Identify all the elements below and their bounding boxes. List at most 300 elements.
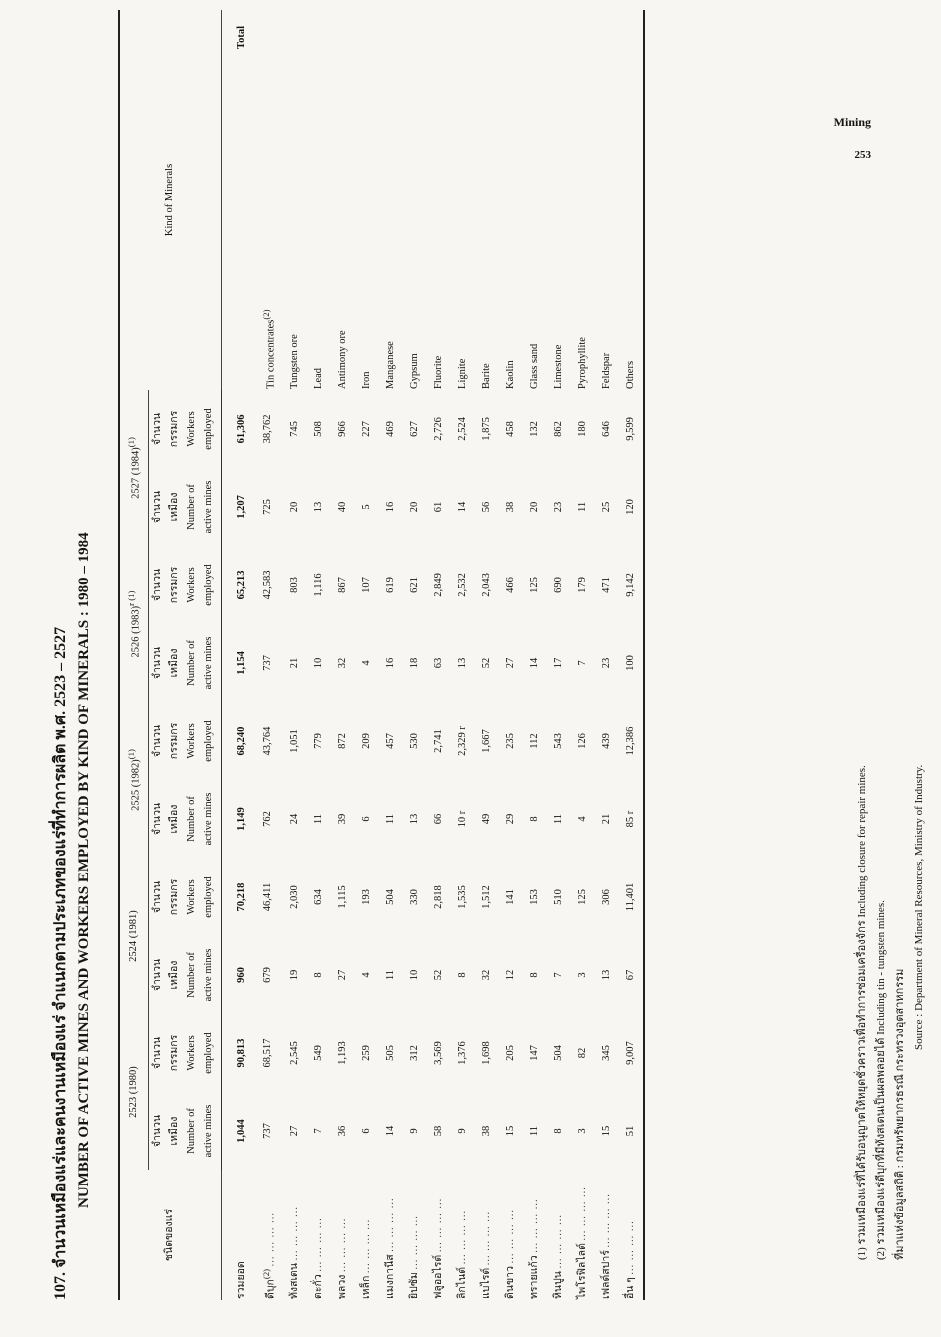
workers-value: 469 bbox=[385, 421, 396, 437]
mines-column-header: เหมือง bbox=[168, 1116, 180, 1146]
mines-column-header: active mines bbox=[200, 624, 222, 702]
workers-value: 867 bbox=[337, 577, 348, 593]
active-mines-value: 4 bbox=[577, 816, 588, 822]
mineral-name-english bbox=[427, 10, 451, 390]
workers-value: 82 bbox=[577, 1047, 588, 1059]
table-row bbox=[427, 10, 451, 1300]
table-row bbox=[355, 10, 379, 1300]
workers-value: 1,051 bbox=[289, 729, 300, 753]
active-mines-value: 40 bbox=[337, 501, 348, 513]
workers-value: 147 bbox=[529, 1045, 540, 1061]
active-mines-value: 13 bbox=[457, 657, 468, 669]
workers-value: 2,030 bbox=[289, 885, 300, 909]
mineral-name-english bbox=[379, 10, 403, 390]
mineral-name-english bbox=[595, 10, 619, 390]
leader-dots: ... ... ... ... bbox=[625, 1220, 636, 1275]
workers-value: 209 bbox=[361, 733, 372, 749]
workers-value: 466 bbox=[505, 577, 516, 593]
mineral-name-thai bbox=[221, 1170, 254, 1300]
leader-dots: ... ... ... ... bbox=[553, 1214, 564, 1269]
workers-column-header: employed bbox=[200, 1014, 222, 1092]
workers-value: 1,535 bbox=[457, 885, 468, 909]
active-mines-value: 18 bbox=[409, 657, 420, 669]
active-mines-value: 4 bbox=[361, 660, 372, 666]
table-row bbox=[379, 10, 403, 1300]
active-mines-value: 16 bbox=[385, 657, 396, 669]
workers-value: 549 bbox=[313, 1045, 324, 1061]
mineral-name-english-text: Manganese bbox=[385, 341, 396, 389]
workers-column-header: จำนวน bbox=[151, 724, 163, 758]
workers-value: 505 bbox=[385, 1045, 396, 1061]
workers-value: 1,376 bbox=[457, 1041, 468, 1065]
workers-value: 126 bbox=[577, 733, 588, 749]
active-mines-value: 737 bbox=[262, 1123, 274, 1139]
workers-value: 779 bbox=[313, 733, 324, 749]
mines-column-header: Number of bbox=[185, 952, 197, 998]
workers-value: 11,401 bbox=[619, 858, 644, 936]
mineral-name-thai bbox=[379, 1170, 403, 1300]
leader-dots: ... ... ... ... bbox=[337, 1217, 348, 1272]
active-mines-value: 14 bbox=[385, 1125, 396, 1137]
workers-value: 65,213 bbox=[235, 570, 247, 600]
active-mines-value: 11 bbox=[385, 969, 396, 981]
workers-value: 2,726 bbox=[433, 417, 444, 441]
workers-column-header: กรรมกร bbox=[168, 722, 180, 760]
active-mines-value: 6 bbox=[361, 1128, 372, 1134]
active-mines-value: 960 bbox=[235, 967, 247, 983]
active-mines-value: 24 bbox=[289, 813, 300, 825]
mineral-name-english-text: Pyrophyllite bbox=[577, 337, 588, 389]
workers-value: 634 bbox=[313, 889, 324, 905]
active-mines-value: 13 bbox=[409, 813, 420, 825]
active-mines-value: 38 bbox=[481, 1125, 492, 1137]
workers-value: 90,813 bbox=[235, 1038, 247, 1068]
page-number: 253 bbox=[854, 149, 871, 161]
mineral-name-thai-text: ดินขาว bbox=[505, 1266, 516, 1299]
mines-column-header: active mines bbox=[200, 468, 222, 546]
year-header bbox=[119, 390, 148, 546]
mineral-name-thai-text: ยิปซัม bbox=[409, 1272, 420, 1299]
workers-value: 2,532 bbox=[457, 573, 468, 597]
mineral-name-english bbox=[547, 10, 571, 390]
active-mines-value: 21 bbox=[289, 657, 300, 669]
mineral-name-english bbox=[307, 10, 331, 390]
mineral-name-thai bbox=[355, 1170, 379, 1300]
workers-value: 803 bbox=[289, 577, 300, 593]
year-label: 2526 (1983) bbox=[130, 605, 142, 658]
workers-column-header: กรรมกร bbox=[168, 566, 180, 604]
workers-value: 42,583 bbox=[262, 570, 274, 600]
workers-value: 235 bbox=[505, 733, 516, 749]
mineral-name-thai bbox=[307, 1170, 331, 1300]
active-mines-value: 12 bbox=[505, 969, 516, 981]
table-row bbox=[403, 10, 427, 1300]
active-mines-value: 15 bbox=[505, 1125, 516, 1137]
workers-value: 125 bbox=[529, 577, 540, 593]
active-mines-value: 13 bbox=[601, 969, 612, 981]
footnotes bbox=[853, 765, 929, 1260]
mineral-name-english-text: Lead bbox=[313, 367, 324, 389]
active-mines-value: 100 bbox=[619, 624, 644, 702]
mineral-name-english bbox=[451, 10, 475, 390]
leader-dots: ... ... ... ... bbox=[313, 1217, 324, 1272]
active-mines-value: 16 bbox=[385, 501, 396, 513]
mineral-name-thai-text: ฟลูออไรต์ bbox=[433, 1254, 444, 1299]
mines-workers-table bbox=[118, 10, 645, 1300]
workers-value: 43,764 bbox=[262, 726, 274, 756]
mineral-name-english-text: Lignite bbox=[457, 358, 468, 389]
active-mines-value: 1,044 bbox=[235, 1119, 247, 1143]
active-mines-value: 9 bbox=[409, 1128, 420, 1134]
active-mines-value: 63 bbox=[433, 657, 444, 669]
active-mines-value: 11 bbox=[577, 501, 588, 513]
workers-value: 306 bbox=[601, 889, 612, 905]
workers-value: 2,741 bbox=[433, 729, 444, 753]
workers-value: 70,218 bbox=[235, 882, 247, 912]
active-mines-value: 14 bbox=[529, 657, 540, 669]
leader-dots: ... ... ... ... bbox=[385, 1197, 396, 1252]
section-name: Mining bbox=[833, 115, 871, 129]
mineral-name-english-text: Glass sand bbox=[529, 343, 540, 389]
mineral-name-thai-text: ไพโรฟิลไลต์ bbox=[577, 1243, 588, 1299]
workers-column-header: จำนวน bbox=[151, 1036, 163, 1070]
workers-value: 745 bbox=[289, 421, 300, 437]
leader-dots: ... ... ... ... bbox=[481, 1210, 492, 1266]
workers-value: 2,849 bbox=[433, 573, 444, 597]
mineral-name-english-text: Gypsum bbox=[409, 353, 420, 389]
mineral-name-thai-text: อื่น ๆ bbox=[625, 1277, 636, 1299]
mineral-name-english-text: Tin concentrates bbox=[265, 319, 276, 389]
active-mines-value: 679 bbox=[262, 967, 274, 983]
mineral-name-thai bbox=[571, 1170, 595, 1300]
kind-header-english: Kind of Minerals bbox=[119, 10, 221, 390]
leader-dots: ... ... ... ... bbox=[361, 1218, 372, 1274]
year-footnote-mark: (1) bbox=[126, 749, 136, 760]
workers-value: 345 bbox=[601, 1045, 612, 1061]
active-mines-value: 61 bbox=[433, 501, 444, 513]
workers-value: 439 bbox=[601, 733, 612, 749]
active-mines-value: 20 bbox=[529, 501, 540, 513]
leader-dots: ... ... ... ... bbox=[505, 1209, 516, 1264]
leader-dots: ... ... ... ... bbox=[289, 1205, 300, 1261]
mineral-name-thai-text: แมงกานีส bbox=[385, 1254, 396, 1299]
mineral-name-english bbox=[499, 10, 523, 390]
year-header bbox=[119, 1014, 148, 1170]
workers-column-header: กรรมกร bbox=[168, 878, 180, 916]
active-mines-value: 10 bbox=[409, 969, 420, 981]
mines-column-header: จำนวน bbox=[151, 1114, 163, 1148]
active-mines-value: 1,149 bbox=[235, 807, 247, 831]
active-mines-value: 3 bbox=[577, 972, 588, 978]
leader-dots: ... ... ... ... bbox=[409, 1215, 420, 1270]
footnote-2: (2) รวมเหมืองแร่ดีบุกที่มีทังสเตนเป็นผลพลอยได้ Including tin - tungsten mines. bbox=[875, 900, 887, 1260]
mineral-name-thai bbox=[254, 1170, 284, 1300]
active-mines-value: 38 bbox=[505, 501, 516, 513]
rotated-page-content bbox=[48, 10, 925, 1300]
year-footnote-mark: r (1) bbox=[126, 590, 136, 606]
workers-value: 627 bbox=[409, 421, 420, 437]
total-row bbox=[221, 10, 254, 1300]
mines-column-header: Number of bbox=[185, 1108, 197, 1154]
active-mines-value: 14 bbox=[457, 501, 468, 513]
mineral-name-english bbox=[403, 10, 427, 390]
workers-column-header: กรรมกร bbox=[168, 1034, 180, 1072]
workers-value: 179 bbox=[577, 577, 588, 593]
mineral-name-english bbox=[355, 10, 379, 390]
active-mines-value: 58 bbox=[433, 1125, 444, 1137]
workers-value: 2,329 r bbox=[457, 726, 468, 756]
workers-column-header: employed bbox=[200, 390, 222, 468]
workers-value: 68,240 bbox=[235, 726, 247, 756]
active-mines-value: 39 bbox=[337, 813, 348, 825]
active-mines-value: 19 bbox=[289, 969, 300, 981]
table-row bbox=[307, 10, 331, 1300]
workers-column-header: Workers bbox=[185, 879, 197, 915]
mineral-name-english-text: Others bbox=[625, 360, 636, 389]
mines-column-header: Number of bbox=[185, 796, 197, 842]
mines-column-header: active mines bbox=[200, 1092, 222, 1170]
workers-value: 1,193 bbox=[337, 1041, 348, 1065]
workers-value: 457 bbox=[385, 733, 396, 749]
active-mines-value: 66 bbox=[433, 813, 444, 825]
table-row bbox=[475, 10, 499, 1300]
mineral-name-english-text: Iron bbox=[361, 371, 372, 389]
workers-value: 9,599 bbox=[619, 390, 644, 468]
active-mines-value: 17 bbox=[553, 657, 564, 669]
active-mines-value: 51 bbox=[619, 1092, 644, 1170]
workers-column-header: จำนวน bbox=[151, 412, 163, 446]
mineral-name-english bbox=[221, 10, 254, 390]
table-row bbox=[499, 10, 523, 1300]
leader-dots: ... ... ... ... bbox=[577, 1186, 588, 1241]
active-mines-value: 27 bbox=[337, 969, 348, 981]
workers-value: 125 bbox=[577, 889, 588, 905]
active-mines-value: 1,207 bbox=[235, 495, 247, 519]
mines-column-header: active mines bbox=[200, 780, 222, 858]
active-mines-value: 20 bbox=[289, 501, 300, 513]
workers-value: 1,875 bbox=[481, 417, 492, 441]
workers-value: 510 bbox=[553, 889, 564, 905]
active-mines-value: 10 r bbox=[457, 810, 468, 828]
active-mines-value: 120 bbox=[619, 468, 644, 546]
mineral-name-english bbox=[283, 10, 307, 390]
year-header bbox=[119, 858, 148, 1014]
mineral-name-thai-text: แบไรต์ bbox=[481, 1267, 492, 1299]
active-mines-value: 6 bbox=[361, 816, 372, 822]
table-row bbox=[254, 10, 284, 1300]
mineral-name-thai bbox=[451, 1170, 475, 1300]
workers-column-header: employed bbox=[200, 702, 222, 780]
workers-value: 107 bbox=[361, 577, 372, 593]
workers-value: 312 bbox=[409, 1045, 420, 1061]
mineral-name-english bbox=[331, 10, 355, 390]
workers-column-header: Workers bbox=[185, 411, 197, 447]
mineral-name-english-text: Barite bbox=[481, 363, 492, 389]
mineral-name-english-text: Limestone bbox=[553, 344, 564, 389]
mineral-name-english bbox=[619, 10, 644, 390]
mines-column-header: จำนวน bbox=[151, 646, 163, 680]
mineral-name-thai-text: พลวง bbox=[337, 1274, 348, 1299]
active-mines-value: 11 bbox=[553, 813, 564, 825]
workers-value: 9,007 bbox=[619, 1014, 644, 1092]
active-mines-value: 85 r bbox=[619, 780, 644, 858]
active-mines-value: 21 bbox=[601, 813, 612, 825]
mines-column-header: เหมือง bbox=[168, 492, 180, 522]
active-mines-value: 8 bbox=[313, 972, 324, 978]
active-mines-value: 15 bbox=[601, 1125, 612, 1137]
workers-value: 619 bbox=[385, 577, 396, 593]
footnote-mark: (2) bbox=[260, 309, 271, 320]
workers-value: 1,698 bbox=[481, 1041, 492, 1065]
active-mines-value: 56 bbox=[481, 501, 492, 513]
mineral-name-english-text: Tungsten ore bbox=[289, 334, 300, 389]
workers-value: 1,667 bbox=[481, 729, 492, 753]
year-label: 2527 (1984) bbox=[130, 447, 142, 499]
active-mines-value: 8 bbox=[553, 1128, 564, 1134]
active-mines-value: 4 bbox=[361, 972, 372, 978]
mines-column-header: เหมือง bbox=[168, 804, 180, 834]
active-mines-value: 1,154 bbox=[235, 651, 247, 675]
active-mines-value: 23 bbox=[553, 501, 564, 513]
workers-value: 330 bbox=[409, 889, 420, 905]
active-mines-value: 49 bbox=[481, 813, 492, 825]
active-mines-value: 725 bbox=[262, 499, 274, 515]
workers-column-header: จำนวน bbox=[151, 568, 163, 602]
workers-value: 112 bbox=[529, 733, 540, 749]
workers-column-header: Workers bbox=[185, 567, 197, 603]
workers-value: 205 bbox=[505, 1045, 516, 1061]
active-mines-value: 23 bbox=[601, 657, 612, 669]
workers-value: 193 bbox=[361, 889, 372, 905]
mineral-name-thai bbox=[523, 1170, 547, 1300]
active-mines-value: 11 bbox=[529, 1125, 540, 1137]
mineral-name-thai bbox=[427, 1170, 451, 1300]
year-label: 2523 (1980) bbox=[127, 1066, 139, 1118]
mineral-name-english bbox=[475, 10, 499, 390]
workers-value: 1,115 bbox=[337, 885, 348, 909]
mines-column-header: จำนวน bbox=[151, 802, 163, 836]
table-row bbox=[547, 10, 571, 1300]
mines-column-header: จำนวน bbox=[151, 958, 163, 992]
active-mines-value: 29 bbox=[505, 813, 516, 825]
active-mines-value: 52 bbox=[433, 969, 444, 981]
workers-column-header: Workers bbox=[185, 723, 197, 759]
active-mines-value: 52 bbox=[481, 657, 492, 669]
workers-value: 227 bbox=[361, 421, 372, 437]
workers-value: 68,517 bbox=[262, 1038, 274, 1068]
mineral-name-thai-text: เหล็ก bbox=[361, 1275, 372, 1299]
table-title-english: NUMBER OF ACTIVE MINES AND WORKERS EMPLOYED BY KIND OF MINERALS : 1980 – 1984 bbox=[76, 532, 92, 1208]
active-mines-value: 27 bbox=[289, 1125, 300, 1137]
workers-value: 38,762 bbox=[262, 414, 274, 444]
workers-value: 504 bbox=[553, 1045, 564, 1061]
workers-value: 508 bbox=[313, 421, 324, 437]
leader-dots: ... ... ... ... bbox=[433, 1197, 444, 1253]
mineral-name-english-text: Fluorite bbox=[433, 355, 444, 389]
year-header bbox=[119, 702, 148, 858]
active-mines-value: 67 bbox=[619, 936, 644, 1014]
leader-dots: ... ... ... ... bbox=[265, 1211, 276, 1267]
leader-dots: ... ... ... ... bbox=[457, 1209, 468, 1265]
year-footnote-mark: (1) bbox=[126, 437, 136, 448]
mines-column-header: active mines bbox=[200, 936, 222, 1014]
mineral-name-thai bbox=[331, 1170, 355, 1300]
workers-value: 458 bbox=[505, 421, 516, 437]
workers-value: 2,043 bbox=[481, 573, 492, 597]
workers-value: 153 bbox=[529, 889, 540, 905]
workers-column-header: จำนวน bbox=[151, 880, 163, 914]
active-mines-value: 9 bbox=[457, 1128, 468, 1134]
workers-value: 621 bbox=[409, 577, 420, 593]
footnote-mark: (2) bbox=[260, 1268, 271, 1280]
active-mines-value: 27 bbox=[505, 657, 516, 669]
mineral-name-thai-text: ลิกไนต์ bbox=[457, 1266, 468, 1299]
mineral-name-thai-text: เฟลด์สปาร์ bbox=[601, 1250, 612, 1299]
active-mines-value: 7 bbox=[553, 972, 564, 978]
leader-dots: ... ... ... ... bbox=[601, 1193, 612, 1248]
active-mines-value: 8 bbox=[529, 816, 540, 822]
mineral-name-thai bbox=[499, 1170, 523, 1300]
mineral-name-thai-text: ตะกั่ว bbox=[313, 1274, 324, 1299]
mineral-name-thai bbox=[403, 1170, 427, 1300]
table-body bbox=[221, 10, 644, 1300]
active-mines-value: 13 bbox=[313, 501, 324, 513]
workers-value: 966 bbox=[337, 421, 348, 437]
year-header bbox=[119, 546, 148, 702]
mineral-name-thai-text: รวมยอด bbox=[235, 1261, 247, 1299]
active-mines-value: 8 bbox=[529, 972, 540, 978]
workers-value: 3,569 bbox=[433, 1041, 444, 1065]
workers-value: 180 bbox=[577, 421, 588, 437]
mines-column-header: Number of bbox=[185, 640, 197, 686]
table-row bbox=[523, 10, 547, 1300]
active-mines-value: 32 bbox=[337, 657, 348, 669]
workers-value: 1,116 bbox=[313, 573, 324, 597]
mines-column-header: Number of bbox=[185, 484, 197, 530]
workers-value: 862 bbox=[553, 421, 564, 437]
active-mines-value: 36 bbox=[337, 1125, 348, 1137]
mineral-name-thai bbox=[619, 1170, 644, 1300]
mineral-name-thai-text: ทังสเตน bbox=[289, 1262, 300, 1299]
mineral-name-english-text: Antimony ore bbox=[337, 330, 348, 389]
leader-dots: ... ... ... ... bbox=[529, 1198, 540, 1253]
mineral-name-thai bbox=[547, 1170, 571, 1300]
workers-value: 2,545 bbox=[289, 1041, 300, 1065]
active-mines-value: 7 bbox=[577, 660, 588, 666]
mines-column-header: เหมือง bbox=[168, 648, 180, 678]
mines-column-header: จำนวน bbox=[151, 490, 163, 524]
footnote-1: (1) รวมเหมืองแร่ที่ได้รับอนุญาตให้หยุดชั่วคราวเพื่อทำการซ่อมเครื่องจักร Including closure for repair mines. bbox=[856, 765, 868, 1260]
table-row bbox=[451, 10, 475, 1300]
mines-column-header: เหมือง bbox=[168, 960, 180, 990]
workers-value: 872 bbox=[337, 733, 348, 749]
mineral-name-english-text: Feldspar bbox=[601, 352, 612, 389]
year-label: 2524 (1981) bbox=[127, 910, 139, 962]
workers-value: 259 bbox=[361, 1045, 372, 1061]
active-mines-value: 11 bbox=[385, 813, 396, 825]
kind-header-thai: ชนิดของแร่ bbox=[119, 1170, 221, 1300]
mineral-name-thai-text: ดีบุก bbox=[265, 1279, 276, 1299]
workers-value: 646 bbox=[601, 421, 612, 437]
active-mines-value: 737 bbox=[262, 655, 274, 671]
mineral-name-english bbox=[254, 10, 284, 390]
workers-value: 1,512 bbox=[481, 885, 492, 909]
workers-value: 46,411 bbox=[262, 882, 274, 912]
workers-value: 141 bbox=[505, 889, 516, 905]
active-mines-value: 25 bbox=[601, 501, 612, 513]
workers-value: 530 bbox=[409, 733, 420, 749]
workers-column-header: กรรมกร bbox=[168, 410, 180, 448]
